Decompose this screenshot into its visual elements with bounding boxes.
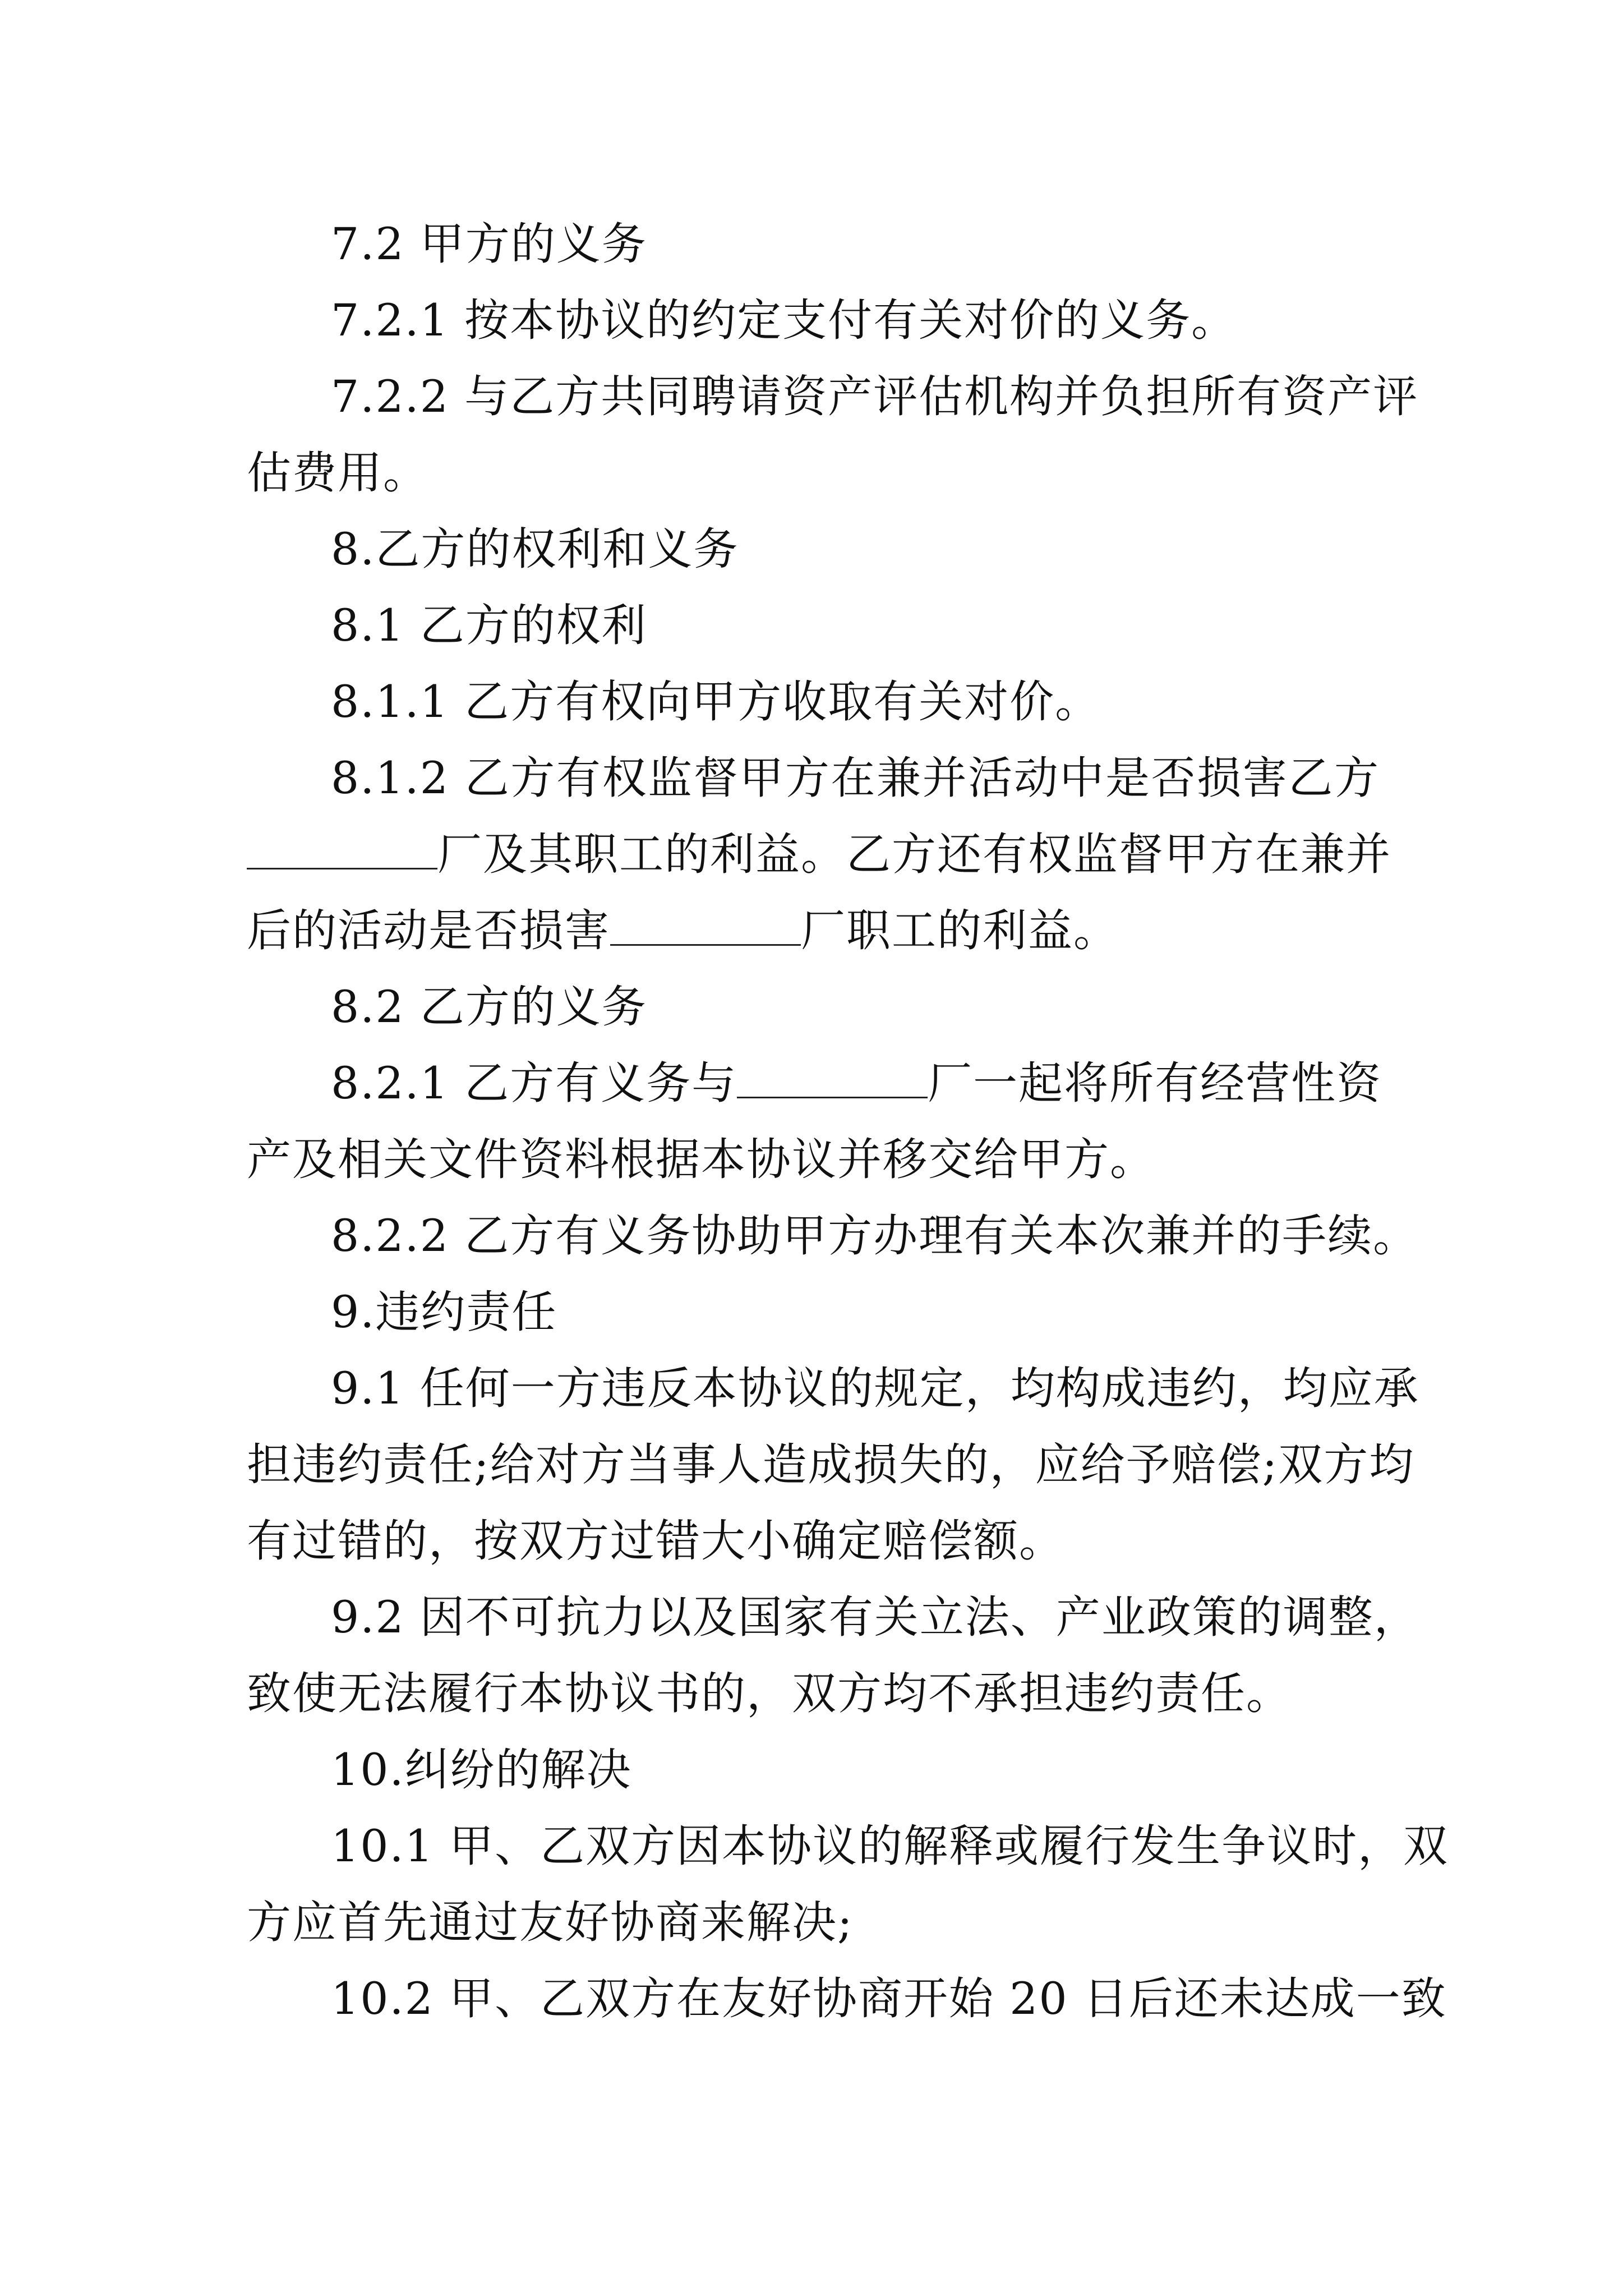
clause-7-2-2-line2: 估费用。 [247, 447, 428, 499]
clause-8-2-1-line1 [331, 1055, 1380, 1111]
section-9-title: 9.违约责任 [331, 1286, 557, 1338]
clause-8-1-2-line2-text: 厂及其职工的利益。乙方还有权监督甲方在兼并 [437, 829, 1391, 880]
clause-8-2-1-text-b: 厂一起将所有经营性资 [928, 1057, 1382, 1109]
clause-8-1-1: 8.1.1 乙方有权向甲方收取有关对价。 [331, 676, 1101, 728]
section-7-2-title: 7.2 甲方的义务 [331, 218, 647, 270]
clause-8-1-2-line1: 8.1.2 乙方有权监督甲方在兼并活动中是否损害乙方 [331, 752, 1380, 804]
clause-8-1-2-line3 [247, 903, 1380, 959]
clause-9-1-line3: 有过错的，按双方过错大小确定赔偿额。 [247, 1515, 1064, 1567]
fill-in-blank [247, 834, 437, 869]
clause-8-2-1-line2: 产及相关文件资料根据本协议并移交给甲方。 [247, 1134, 1155, 1185]
clause-7-2-1: 7.2.1 按本协议的约定支付有关对价的义务。 [331, 295, 1237, 346]
section-8-title: 8.乙方的权利和义务 [331, 523, 739, 575]
clause-10-2-line1: 10.2 甲、乙双方在友好协商开始 20 日后还未达成一致 [331, 1973, 1447, 2024]
clause-8-2-1-text-a: 8.2.1 乙方有义务与 [331, 1057, 737, 1109]
clause-8-1-2-line3-text-b: 厂职工的利益。 [801, 905, 1119, 956]
clause-10-1-line2: 方应首先通过友好协商来解决; [247, 1897, 854, 1948]
clause-8-1-2-line3-text-a: 后的活动是否损害 [247, 905, 610, 956]
clause-7-2-2-line1: 7.2.2 与乙方共同聘请资产评估机构并负担所有资产评 [331, 371, 1419, 422]
clause-8-2-2: 8.2.2 乙方有义务协助甲方办理有关本次兼并的手续。 [331, 1210, 1419, 1262]
section-8-2-title: 8.2 乙方的义务 [331, 981, 647, 1033]
clause-10-1-line1: 10.1 甲、乙双方因本协议的解释或履行发生争议时，双 [331, 1820, 1449, 1872]
clause-9-2-line2: 致使无法履行本协议书的，双方均不承担违约责任。 [247, 1668, 1292, 1719]
clause-9-1-line1: 9.1 任何一方违反本协议的规定，均构成违约，均应承 [331, 1363, 1419, 1414]
clause-9-2-line1: 9.2 因不可抗力以及国家有关立法、产业政策的调整， [331, 1591, 1419, 1643]
clause-9-1-line2: 担违约责任;给对方当事人造成损失的，应给予赔偿;双方均 [247, 1439, 1415, 1490]
fill-in-blank [737, 1063, 928, 1098]
section-8-1-title: 8.1 乙方的权利 [331, 600, 647, 651]
section-10-title: 10.纠纷的解决 [331, 1744, 632, 1796]
fill-in-blank [610, 910, 801, 946]
clause-8-1-2-line2 [247, 826, 1391, 882]
